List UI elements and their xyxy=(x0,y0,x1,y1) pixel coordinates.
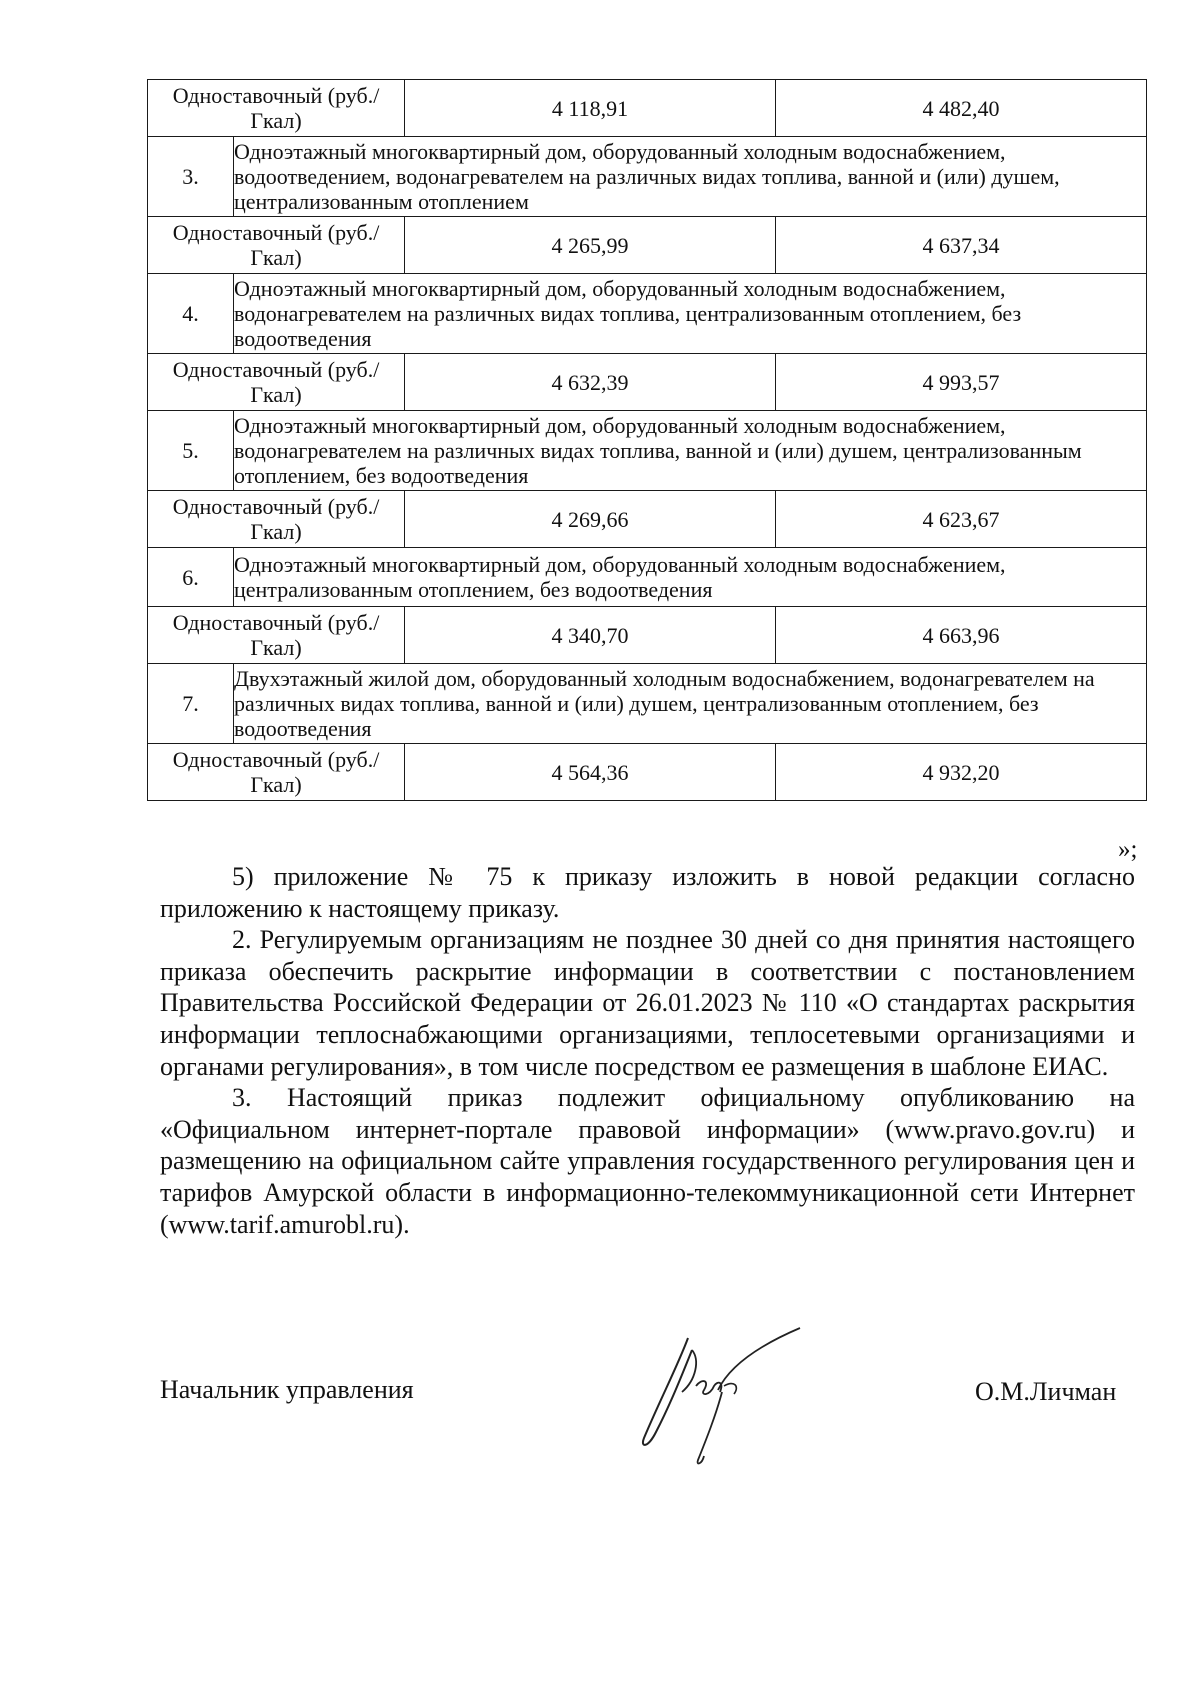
tariff-value-period-2: 4 637,34 xyxy=(776,217,1147,274)
signatory-title: Начальник управления xyxy=(160,1375,414,1404)
tariff-value-period-1: 4 632,39 xyxy=(405,354,776,411)
rate-label: Одноставочный (руб./Гкал) xyxy=(148,607,405,664)
paragraph-2: 2. Регулируемым организациям не позднее 30 дней со дня принятия настоящего приказа обеспечить раскрытие информации в соответствии с постановлением Правительства Российской Федерации от 26.01.2023 № 110 «О стандартах раскрытия информации теплоснабжающими организациями, теплосетевыми организациями и органами регулирования», в том числе посредством ее размещения в шаблоне ЕИАС. xyxy=(160,925,1135,1081)
paragraph-item-5: 5) приложение № 75 к приказу изложить в новой редакции согласно приложению к настоящему приказу. xyxy=(160,862,1135,923)
closing-quote-mark: »; xyxy=(1118,836,1138,863)
rate-row xyxy=(148,491,1147,548)
category-description: Одноэтажный многоквартирный дом, оборудованный холодным водоснабжением, централизованным отоплением, без водоотведения xyxy=(234,548,1147,607)
rate-label: Одноставочный (руб./Гкал) xyxy=(148,744,405,801)
rate-row xyxy=(148,80,1147,137)
category-description: Двухэтажный жилой дом, оборудованный холодным водоснабжением, водонагревателем на различных видах топлива, ванной и (или) душем, централизованным отоплением, без водоотведения xyxy=(234,664,1147,744)
rate-label: Одноставочный (руб./Гкал) xyxy=(148,354,405,411)
tariff-value-period-2: 4 482,40 xyxy=(776,80,1147,137)
rate-row xyxy=(148,744,1147,801)
category-description: Одноэтажный многоквартирный дом, оборудованный холодным водоснабжением, водонагревателем на различных видах топлива, ванной и (или) душем, централизованным отоплением, без водоотведения xyxy=(234,411,1147,491)
category-number: 5. xyxy=(148,411,234,491)
tariff-value-period-1: 4 564,36 xyxy=(405,744,776,801)
category-row xyxy=(148,548,1147,607)
category-description: Одноэтажный многоквартирный дом, оборудованный холодным водоснабжением, водоотведением, водонагревателем на различных видах топлива, ванной и (или) душем, централизованным отоплением xyxy=(234,137,1147,217)
tariff-value-period-2: 4 663,96 xyxy=(776,607,1147,664)
tariff-value-period-2: 4 993,57 xyxy=(776,354,1147,411)
tariff-value-period-2: 4 623,67 xyxy=(776,491,1147,548)
tariff-table xyxy=(147,79,1147,801)
tariff-table-body xyxy=(148,80,1147,801)
category-row xyxy=(148,274,1147,354)
category-number: 6. xyxy=(148,548,234,607)
rate-label: Одноставочный (руб./Гкал) xyxy=(148,217,405,274)
rate-label: Одноставочный (руб./Гкал) xyxy=(148,491,405,548)
handwritten-signature xyxy=(630,1320,810,1470)
tariff-value-period-1: 4 269,66 xyxy=(405,491,776,548)
tariff-value-period-1: 4 265,99 xyxy=(405,217,776,274)
category-row xyxy=(148,137,1147,217)
rate-row xyxy=(148,607,1147,664)
tariff-value-period-1: 4 340,70 xyxy=(405,607,776,664)
category-row xyxy=(148,411,1147,491)
signatory-name: О.М.Личман xyxy=(975,1377,1117,1406)
tariff-value-period-1: 4 118,91 xyxy=(405,80,776,137)
paragraph-3: 3. Настоящий приказ подлежит официальному опубликованию на «Официальном интернет-портале правовой информации» (www.pravo.gov.ru) и размещению на официальном сайте управления государственного регулирования цен и тарифов Амурской области в информационно-телекоммуникационной сети Интернет (www.tarif.amurobl.ru). xyxy=(160,1083,1135,1239)
tariff-value-period-2: 4 932,20 xyxy=(776,744,1147,801)
order-text xyxy=(160,861,1135,1240)
category-description: Одноэтажный многоквартирный дом, оборудованный холодным водоснабжением, водонагревателем на различных видах топлива, централизованным отоплением, без водоотведения xyxy=(234,274,1147,354)
rate-row xyxy=(148,354,1147,411)
category-number: 7. xyxy=(148,664,234,744)
rate-label: Одноставочный (руб./Гкал) xyxy=(148,80,405,137)
category-number: 3. xyxy=(148,137,234,217)
category-number: 4. xyxy=(148,274,234,354)
rate-row xyxy=(148,217,1147,274)
category-row xyxy=(148,664,1147,744)
